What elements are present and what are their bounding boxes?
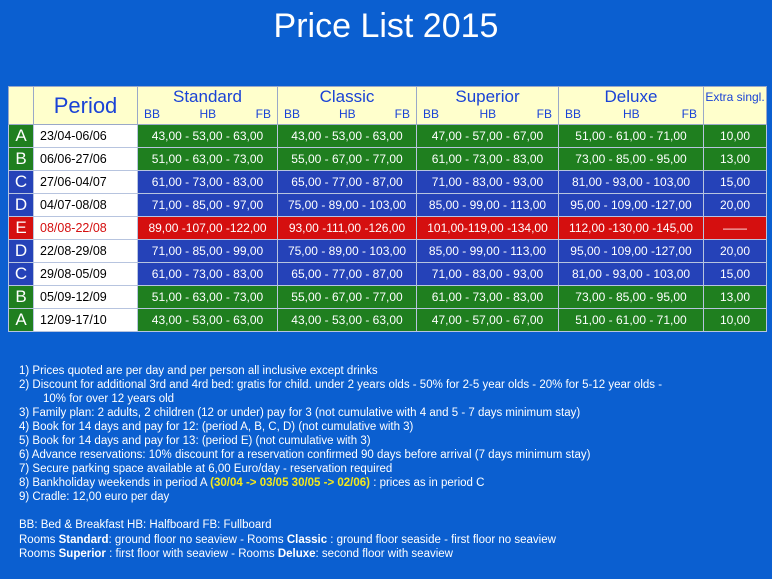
note-2: 2) Discount for additional 3rd and 4rd bed: gratis for child. under 2 years olds - 50% for 2-5 year olds - 20% for 5-12 year olds - (19, 379, 663, 391)
deluxe-prices: 95,00 - 109,00 -127,00 (559, 194, 704, 217)
rooms-legend-1 (19, 533, 759, 548)
superior-prices: 47,00 - 57,00 - 67,00 (417, 309, 559, 332)
superior-prices: 71,00 - 83,00 - 93,00 (417, 263, 559, 286)
room-superior: Superior (58, 548, 106, 560)
extra-single-price: 10,00 (704, 125, 767, 148)
period-letter: D (9, 240, 34, 263)
extra-single-price: 15,00 (704, 171, 767, 194)
extra-single-price: —— (704, 217, 767, 240)
note-4: 4) Book for 14 days and pay for 12: (period A, B, C, D) (not cumulative with 3) (19, 421, 414, 433)
note-9: 9) Cradle: 12,00 euro per day (19, 491, 170, 503)
sub-fb: FB (681, 107, 697, 121)
standard-prices: 51,00 - 63,00 - 73,00 (138, 148, 278, 171)
note-7: 7) Secure parking space available at 6,00 Euro/day - reservation required (19, 463, 393, 475)
note-6: 6) Advance reservations: 10% discount for a reservation confirmed 90 days before arrival (7 days minimum stay) (19, 449, 591, 461)
classic-prices: 43,00 - 53,00 - 63,00 (278, 125, 417, 148)
period-dates: 23/04-06/06 (34, 125, 138, 148)
period-letter: A (9, 309, 34, 332)
sub-bb: BB (423, 107, 440, 121)
note-2-cont: 10% for over 12 years old (43, 393, 175, 405)
note-8-dates: (30/04 -> 03/05 30/05 -> 02/06) (210, 477, 370, 489)
classic-prices: 55,00 - 67,00 - 77,00 (278, 286, 417, 309)
table-row (9, 217, 767, 240)
table-row (9, 263, 767, 286)
note-5: 5) Book for 14 days and pay for 13: (period E) (not cumulative with 3) (19, 435, 371, 447)
period-dates: 05/09-12/09 (34, 286, 138, 309)
category-name: Deluxe (604, 87, 658, 106)
sub-hb: HB (199, 107, 217, 121)
superior-prices: 85,00 - 99,00 - 113,00 (417, 194, 559, 217)
deluxe-prices: 81,00 - 93,00 - 103,00 (559, 263, 704, 286)
board-legend (19, 518, 759, 533)
standard-prices: 71,00 - 85,00 - 99,00 (138, 240, 278, 263)
header-deluxe (559, 87, 704, 125)
note-3: 3) Family plan: 2 adults, 2 children (12 or under) pay for 3 (not cumulative with 4 and 5 - 7 days minimum stay) (19, 407, 581, 419)
period-letter: C (9, 171, 34, 194)
classic-prices: 65,00 - 77,00 - 87,00 (278, 263, 417, 286)
sub-bb: BB (144, 107, 161, 121)
period-letter: D (9, 194, 34, 217)
rooms-legend-2 (19, 547, 759, 562)
extra-single-price: 20,00 (704, 240, 767, 263)
rooms-text: : ground floor no seaview - Rooms (108, 533, 287, 546)
rooms-text: Rooms (19, 533, 59, 546)
period-dates: 08/08-22/08 (34, 217, 138, 240)
standard-prices: 43,00 - 53,00 - 63,00 (138, 309, 278, 332)
header-standard (138, 87, 278, 125)
extra-single-price: 15,00 (704, 263, 767, 286)
room-deluxe: Deluxe (277, 548, 316, 560)
bb-text: : Bed & Breakfast (34, 519, 128, 531)
period-dates: 06/06-27/06 (34, 148, 138, 171)
header-superior (417, 87, 559, 125)
classic-prices: 65,00 - 77,00 - 87,00 (278, 171, 417, 194)
header-period: Period (34, 87, 138, 125)
rooms-text: : second floor with seaview (315, 548, 453, 560)
table-row (9, 194, 767, 217)
standard-prices: 61,00 - 73,00 - 83,00 (138, 263, 278, 286)
deluxe-prices: 81,00 - 93,00 - 103,00 (559, 171, 704, 194)
header-extra-single: Extra singl. (704, 87, 767, 125)
rooms-text: : first floor with seaview - Rooms (105, 548, 278, 560)
extra-single-price: 20,00 (704, 194, 767, 217)
header-classic (278, 87, 417, 125)
classic-prices: 43,00 - 53,00 - 63,00 (278, 309, 417, 332)
standard-prices: 71,00 - 85,00 - 97,00 (138, 194, 278, 217)
period-dates: 12/09-17/10 (34, 309, 138, 332)
rooms-text: Rooms (19, 548, 59, 560)
deluxe-prices: 95,00 - 109,00 -127,00 (559, 240, 704, 263)
table-row (9, 286, 767, 309)
period-dates: 29/08-05/09 (34, 263, 138, 286)
legend-block (19, 518, 759, 562)
extra-single-price: 13,00 (704, 286, 767, 309)
notes-block (19, 364, 759, 504)
deluxe-prices: 112,00 -130,00 -145,00 (559, 217, 704, 240)
note-8-text: 8) Bankholiday weekends in period A (19, 477, 211, 489)
period-letter: B (9, 148, 34, 171)
period-letter: B (9, 286, 34, 309)
sub-bb: BB (565, 107, 582, 121)
rooms-text: : ground floor seaside - first floor no seaview (327, 533, 556, 546)
hb-text: : Halfboard (143, 519, 203, 531)
bb-code: BB (19, 519, 35, 531)
page-title: Price List 2015 (273, 7, 499, 45)
superior-prices: 101,00-119,00 -134,00 (417, 217, 559, 240)
note-1: 1) Prices quoted are per day and per person all inclusive except drinks (19, 365, 378, 377)
period-letter: C (9, 263, 34, 286)
hb-code: HB (127, 519, 144, 531)
room-standard: Standard (58, 533, 109, 546)
category-name: Standard (173, 87, 242, 106)
sub-fb: FB (394, 107, 410, 121)
category-name: Superior (455, 87, 520, 106)
sub-fb: FB (536, 107, 552, 121)
note-8 (19, 476, 759, 490)
deluxe-prices: 51,00 - 61,00 - 71,00 (559, 125, 704, 148)
sub-hb: HB (623, 107, 640, 121)
superior-prices: 71,00 - 83,00 - 93,00 (417, 171, 559, 194)
sub-hb: HB (339, 107, 356, 121)
table-row (9, 148, 767, 171)
category-name: Classic (319, 87, 375, 106)
table-row (9, 240, 767, 263)
price-table (8, 86, 767, 332)
period-letter: A (9, 125, 34, 148)
superior-prices: 85,00 - 99,00 - 113,00 (417, 240, 559, 263)
table-row (9, 171, 767, 194)
table-row (9, 125, 767, 148)
classic-prices: 75,00 - 89,00 - 103,00 (278, 194, 417, 217)
fb-text: : Fullboard (217, 519, 272, 531)
standard-prices: 89,00 -107,00 -122,00 (138, 217, 278, 240)
sub-fb: FB (255, 107, 271, 121)
period-letter: E (9, 217, 34, 240)
period-dates: 22/08-29/08 (34, 240, 138, 263)
room-classic: Classic (286, 533, 328, 546)
note-8-tail: : prices as in period C (370, 477, 485, 489)
extra-single-price: 10,00 (704, 309, 767, 332)
fb-code: FB (202, 519, 218, 531)
table-header-row (9, 87, 767, 125)
header-corner (9, 87, 34, 125)
standard-prices: 61,00 - 73,00 - 83,00 (138, 171, 278, 194)
sub-bb: BB (284, 107, 301, 121)
sub-hb: HB (479, 107, 497, 121)
classic-prices: 55,00 - 67,00 - 77,00 (278, 148, 417, 171)
standard-prices: 43,00 - 53,00 - 63,00 (138, 125, 278, 148)
superior-prices: 61,00 - 73,00 - 83,00 (417, 148, 559, 171)
deluxe-prices: 51,00 - 61,00 - 71,00 (559, 309, 704, 332)
superior-prices: 61,00 - 73,00 - 83,00 (417, 286, 559, 309)
classic-prices: 93,00 -111,00 -126,00 (278, 217, 417, 240)
deluxe-prices: 73,00 - 85,00 - 95,00 (559, 148, 704, 171)
superior-prices: 47,00 - 57,00 - 67,00 (417, 125, 559, 148)
extra-single-price: 13,00 (704, 148, 767, 171)
deluxe-prices: 73,00 - 85,00 - 95,00 (559, 286, 704, 309)
classic-prices: 75,00 - 89,00 - 103,00 (278, 240, 417, 263)
standard-prices: 51,00 - 63,00 - 73,00 (138, 286, 278, 309)
period-dates: 04/07-08/08 (34, 194, 138, 217)
period-dates: 27/06-04/07 (34, 171, 138, 194)
table-row (9, 309, 767, 332)
